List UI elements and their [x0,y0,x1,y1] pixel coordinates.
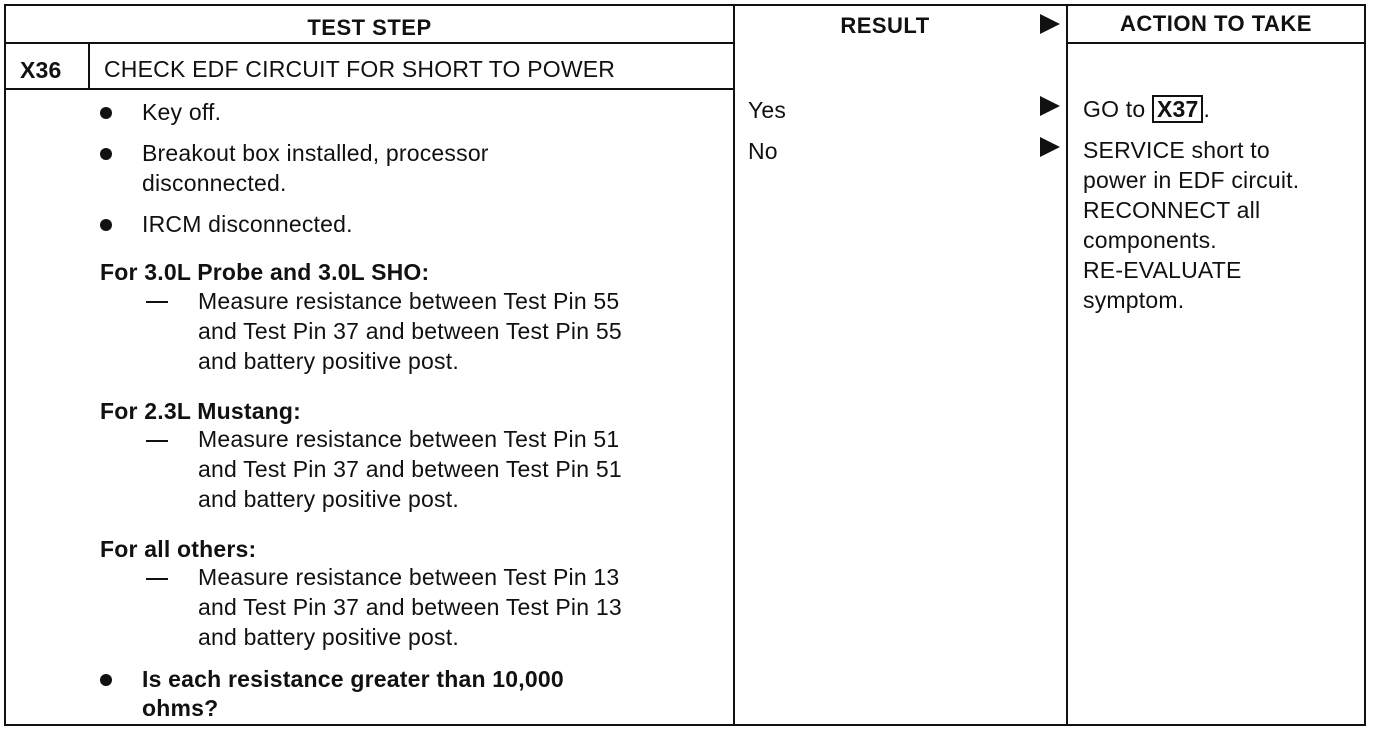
action-yes-prefix: GO to [1083,96,1146,122]
header-test-step: TEST STEP [307,15,432,40]
bullet-icon [100,148,112,160]
step-id-divider [88,42,90,90]
group-probe-line1: Measure resistance between Test Pin 55 [198,288,620,314]
group-mustang-line1: Measure resistance between Test Pin 51 [198,426,620,452]
group-others-heading: For all others: [100,536,257,562]
action-no-line1: SERVICE short to [1083,137,1270,163]
step-title-bottom-border [4,88,735,90]
group-others-line1: Measure resistance between Test Pin 13 [198,564,620,590]
result-no-arrow-icon [1040,137,1060,157]
table-right-border [1364,4,1366,726]
group-others-line2: and Test Pin 37 and between Test Pin 13 [198,594,622,620]
table-top-border [4,4,1366,6]
dash-icon [146,578,168,580]
header-bottom-border-right [1066,42,1366,44]
bullet-question-line1: Is each resistance greater than 10,000 [142,666,564,692]
header-arrow-icon [1040,14,1060,34]
dash-icon [146,301,168,303]
group-mustang-line3: and battery positive post. [198,486,459,512]
action-no-line2: power in EDF circuit. [1083,167,1300,193]
bullet-icon [100,674,112,686]
action-yes-step-ref: X37 [1152,95,1204,123]
group-probe-heading: For 3.0L Probe and 3.0L SHO: [100,259,430,285]
action-yes [1083,94,1210,124]
step-id: X36 [20,57,62,83]
bullet-key-off: Key off. [142,99,222,125]
result-no: No [748,138,778,164]
action-no-line6: symptom. [1083,287,1185,313]
group-others-line3: and battery positive post. [198,624,459,650]
bullet-icon [100,107,112,119]
action-no-line3: RECONNECT all [1083,197,1261,223]
header-action: ACTION TO TAKE [1120,11,1312,36]
action-yes-suffix: . [1203,96,1211,122]
bullet-ircm: IRCM disconnected. [142,211,353,237]
bullet-breakout-line2: disconnected. [142,170,287,196]
group-probe-line3: and battery positive post. [198,348,459,374]
result-action-divider [1066,4,1068,726]
bullet-icon [100,219,112,231]
test-step-result-divider [733,4,735,726]
group-mustang-heading: For 2.3L Mustang: [100,398,302,424]
action-no-line5: RE-EVALUATE [1083,257,1242,283]
step-title: CHECK EDF CIRCUIT FOR SHORT TO POWER [104,56,616,82]
header-result: RESULT [840,13,930,38]
header-bottom-border-left [4,42,735,44]
group-probe-line2: and Test Pin 37 and between Test Pin 55 [198,318,622,344]
dash-icon [146,440,168,442]
bullet-question-line2: ohms? [142,695,219,721]
result-yes: Yes [748,97,787,123]
group-mustang-line2: and Test Pin 37 and between Test Pin 51 [198,456,622,482]
table-bottom-border [4,724,1366,726]
bullet-breakout-line1: Breakout box installed, processor [142,140,489,166]
action-no-line4: components. [1083,227,1217,253]
result-yes-arrow-icon [1040,96,1060,116]
table-left-border [4,4,6,726]
